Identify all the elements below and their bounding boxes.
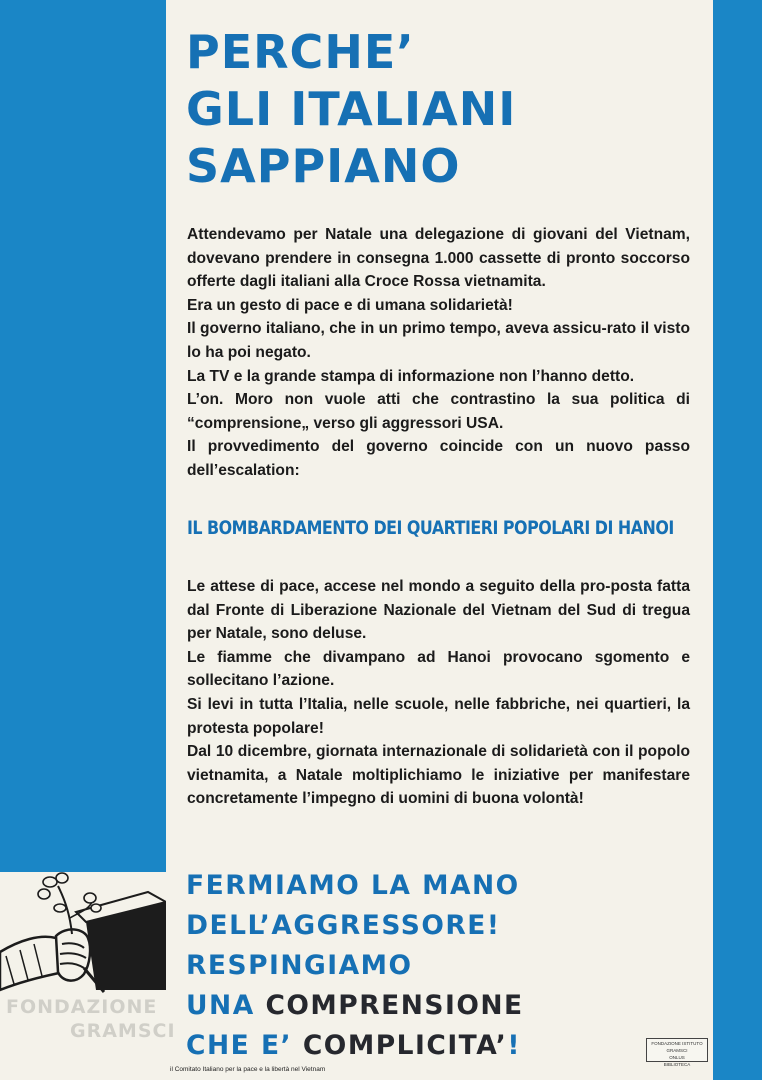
left-blue-band xyxy=(0,0,166,872)
slogan-line-1: FERMIAMO LA MANO xyxy=(186,870,520,901)
paragraph: Era un gesto di pace e di umana solidarietà! xyxy=(187,296,513,314)
paragraph: L’on. Moro non vuole atti che contrastino la sua politica di “comprensione„ verso gli aggressori USA. xyxy=(187,391,690,432)
paragraph: Il governo italiano, che in un primo tempo, aveva assicu-rato il visto lo ha poi negato. xyxy=(187,320,690,361)
paragraph: Si levi in tutta l’Italia, nelle scuole, nelle fabbriche, nei quartieri, la protesta popolare! xyxy=(187,695,690,737)
slogan-line-2: DELL’AGGRESSORE! xyxy=(186,910,501,941)
closing-slogan xyxy=(186,866,524,1066)
slogan-line-4-dark: COMPRENSIONE xyxy=(265,990,524,1021)
watermark-line-2: GRAMSCI xyxy=(70,1020,176,1042)
paragraph: Le fiamme che divampano ad Hanoi provocano sgomento e sollecitano l’azione. xyxy=(187,648,690,690)
headline-line-3: SAPPIANO xyxy=(186,139,461,193)
headline-line-1: PERCHE’ xyxy=(186,25,415,79)
body-text-first xyxy=(187,223,690,483)
right-blue-band xyxy=(713,0,762,1080)
headline-line-2: GLI ITALIANI xyxy=(186,82,517,136)
slogan-line-5-dark: COMPLICITA’ xyxy=(302,1030,508,1061)
slogan-line-4-blue: UNA xyxy=(186,990,255,1021)
paragraph: La TV e la grande stampa di informazione non l’hanno detto. xyxy=(187,367,635,385)
subheading: IL BOMBARDAMENTO DEI QUARTIERI POPOLARI DI HANOI xyxy=(187,518,674,539)
slogan-line-5-end: ! xyxy=(507,1030,521,1061)
paragraph: Attendevamo per Natale una delegazione di giovani del Vietnam, dovevano prendere in consegna 1.000 cassette di pronto soccorso offerte dagli italiani alla Croce Rossa vietnamita. xyxy=(187,226,690,291)
slogan-line-4 xyxy=(186,986,524,1026)
paragraph: Dal 10 dicembre, giornata internazionale di solidarietà con il popolo vietnamita, a Natale moltiplichiamo le iniziative per manifestare concretamente l’impegno di uomini di buona volontà! xyxy=(187,743,690,808)
stamp-line-1: FONDAZIONE ISTITUTO GRAMSCI xyxy=(651,1041,703,1053)
slogan-line-5-blue: CHE E’ xyxy=(186,1030,293,1061)
paragraph: Le attese di pace, accese nel mondo a seguito della pro-posta fatta dal Fronte di Liberazione Nazionale del Vietnam del Sud di tregua per Natale, sono deluse. xyxy=(187,578,690,643)
watermark-line-1: FONDAZIONE xyxy=(6,996,158,1018)
slogan-line-3: RESPINGIAMO xyxy=(186,950,413,981)
poster-headline xyxy=(186,24,516,195)
library-stamp xyxy=(646,1038,708,1067)
stamp-line-2: ONLUS xyxy=(669,1055,685,1060)
stamp-line-3: BIBLIOTECA xyxy=(663,1062,691,1067)
footer-credit: il Comitato Italiano per la pace e la libertà nel Vietnam xyxy=(170,1066,326,1073)
paragraph: Il provvedimento del governo coincide con un nuovo passo dell’escalation: xyxy=(187,438,690,479)
body-text-second xyxy=(187,575,690,811)
watermark xyxy=(0,996,180,1080)
slogan-line-5 xyxy=(186,1026,524,1066)
